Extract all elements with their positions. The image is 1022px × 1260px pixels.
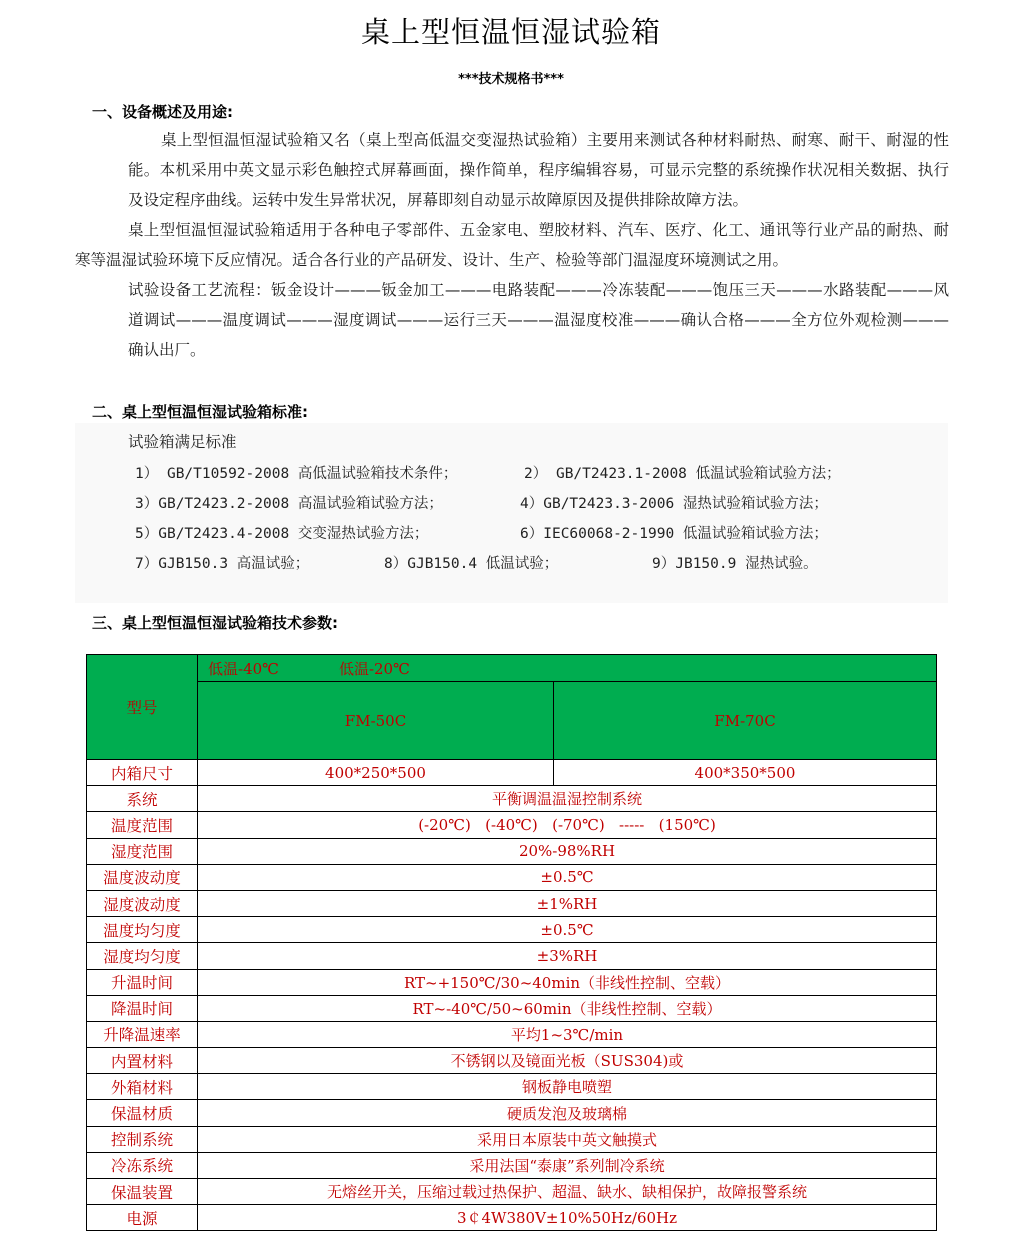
table-row <box>87 943 937 969</box>
table-row <box>87 969 937 995</box>
row-label: 湿度范围 <box>87 838 198 864</box>
spec-table <box>86 654 937 1231</box>
row-value: 钢板静电喷塑 <box>198 1074 937 1100</box>
row-value: 20%-98%RH <box>198 838 937 864</box>
row-label: 保温材质 <box>87 1100 198 1126</box>
section-heading-standards: 二、桌上型恒温恒湿试验箱标准: <box>92 403 309 421</box>
row-label: 外箱材料 <box>87 1074 198 1100</box>
standard-item: 6）IEC60068-2-1990 低温试验箱试验方法； <box>520 526 828 542</box>
row-label: 湿度波动度 <box>87 890 198 916</box>
row-label: 保温装置 <box>87 1179 198 1205</box>
row-value: 采用日本原装中英文触摸式 <box>198 1126 937 1152</box>
row-label: 升温时间 <box>87 969 198 995</box>
process-flow-paragraph: 试验设备工艺流程：钣金设计———钣金加工———电路装配———冷冻装配———饱压三天———水路装配———风道调试———温度调试———湿度调试———运行三天———温湿度校准———确认合格———全方位外观检测———确认出厂。 <box>128 281 949 359</box>
table-row <box>87 1021 937 1047</box>
section-heading-overview: 一、设备概述及用途: <box>92 103 233 121</box>
standards-intro: 试验箱满足标准 <box>128 433 237 451</box>
row-value: 400*250*500 <box>198 760 554 786</box>
low-temp-options-cell <box>198 655 937 682</box>
row-value: 平均1~3℃/min <box>198 1021 937 1047</box>
table-row <box>87 1152 937 1178</box>
table-row <box>87 812 937 838</box>
row-value: 400*350*500 <box>554 760 937 786</box>
row-value: 硬质发泡及玻璃棉 <box>198 1100 937 1126</box>
table-row <box>87 760 937 786</box>
model-cell-fm50c <box>198 682 554 760</box>
low-temp-option: 低温-40℃ <box>208 659 279 678</box>
row-label: 温度均匀度 <box>87 917 198 943</box>
overview-paragraph-2: 桌上型恒温恒湿试验箱适用于各种电子零部件、五金家电、塑胶材料、汽车、医疗、化工、通讯等行业产品的耐热、耐寒等温湿试验环境下反应情况。适合各行业的产品研发、设计、生产、检验等部门温湿度环境测试之用。 <box>75 221 949 269</box>
table-row <box>87 864 937 890</box>
document-subtitle: ***技术规格书*** <box>458 72 564 87</box>
model-label: 型号 <box>126 699 158 717</box>
model-cell-fm70c <box>554 682 937 760</box>
row-label: 温度范围 <box>87 812 198 838</box>
overview-text <box>75 125 949 365</box>
standard-item: 4）GB/T2423.3-2006 湿热试验箱试验方法； <box>520 496 828 512</box>
row-label: 温度波动度 <box>87 864 198 890</box>
model-name: FM-70C <box>714 711 776 730</box>
table-row <box>87 1179 937 1205</box>
row-label: 内箱尺寸 <box>87 760 198 786</box>
standard-item: 3）GB/T2423.2-2008 高温试验箱试验方法； <box>135 496 443 512</box>
overview-paragraph-1: 桌上型恒温恒湿试验箱又名（桌上型高低温交变湿热试验箱）主要用来测试各种材料耐热、耐寒、耐干、耐湿的性能。本机采用中英文显示彩色触控式屏幕画面，操作简单，程序编辑容易，可显示完整的系统操作状况相关数据、执行及设定程序曲线。运转中发生异常状况，屏幕即刻自动显示故障原因及提供排除故障方法。 <box>128 131 949 209</box>
row-value: 不锈钢以及镜面光板（SUS304)或 <box>198 1048 937 1074</box>
standard-item: 1） GB/T10592-2008 高低温试验箱技术条件； <box>135 466 458 482</box>
table-row <box>87 838 937 864</box>
row-label: 湿度均匀度 <box>87 943 198 969</box>
standard-item: 2） GB/T2423.1-2008 低温试验箱试验方法； <box>524 466 841 482</box>
section-heading-specs: 三、桌上型恒温恒湿试验箱技术参数: <box>92 614 339 632</box>
row-value: (-20℃) (-40℃) (-70℃) ----- (150℃) <box>198 812 937 838</box>
row-label: 冷冻系统 <box>87 1152 198 1178</box>
low-temp-option: 低温-20℃ <box>338 659 410 678</box>
row-value: 无熔丝开关，压缩过载过热保护、超温、缺水、缺相保护，故障报警系统 <box>198 1179 937 1205</box>
model-label-cell <box>87 655 198 760</box>
standard-item: 7）GJB150.3 高温试验； <box>135 556 310 572</box>
row-value: 采用法国“泰康”系列制冷系统 <box>198 1152 937 1178</box>
table-row <box>87 1100 937 1126</box>
table-row <box>87 890 937 916</box>
row-value: ±0.5℃ <box>198 864 937 890</box>
row-label: 升降温速率 <box>87 1021 198 1047</box>
row-value: RT~+150℃/30~40min（非线性控制、空载） <box>198 969 937 995</box>
row-value: ±1%RH <box>198 890 937 916</box>
row-value: 平衡调温温湿控制系统 <box>198 786 937 812</box>
table-row <box>87 917 937 943</box>
row-label: 降温时间 <box>87 995 198 1021</box>
row-value: ±0.5℃ <box>198 917 937 943</box>
table-row <box>87 786 937 812</box>
row-label: 内置材料 <box>87 1048 198 1074</box>
row-label: 电源 <box>87 1205 198 1231</box>
row-label: 控制系统 <box>87 1126 198 1152</box>
table-row <box>87 995 937 1021</box>
document-title: 桌上型恒温恒湿试验箱 <box>360 15 661 49</box>
table-row <box>87 1048 937 1074</box>
row-value: RT~-40℃/50~60min（非线性控制、空载） <box>198 995 937 1021</box>
table-row <box>87 1126 937 1152</box>
table-row <box>87 1074 937 1100</box>
standard-item: 9）JB150.9 湿热试验。 <box>652 556 818 572</box>
row-label: 系统 <box>87 786 198 812</box>
row-value: 3￠4W380V±10%50Hz/60Hz <box>198 1205 937 1231</box>
row-value: ±3%RH <box>198 943 937 969</box>
table-row <box>87 1205 937 1231</box>
model-name: FM-50C <box>344 711 407 730</box>
standard-item: 8）GJB150.4 低温试验； <box>384 556 559 572</box>
standard-item: 5）GB/T2423.4-2008 交变湿热试验方法； <box>135 526 429 542</box>
